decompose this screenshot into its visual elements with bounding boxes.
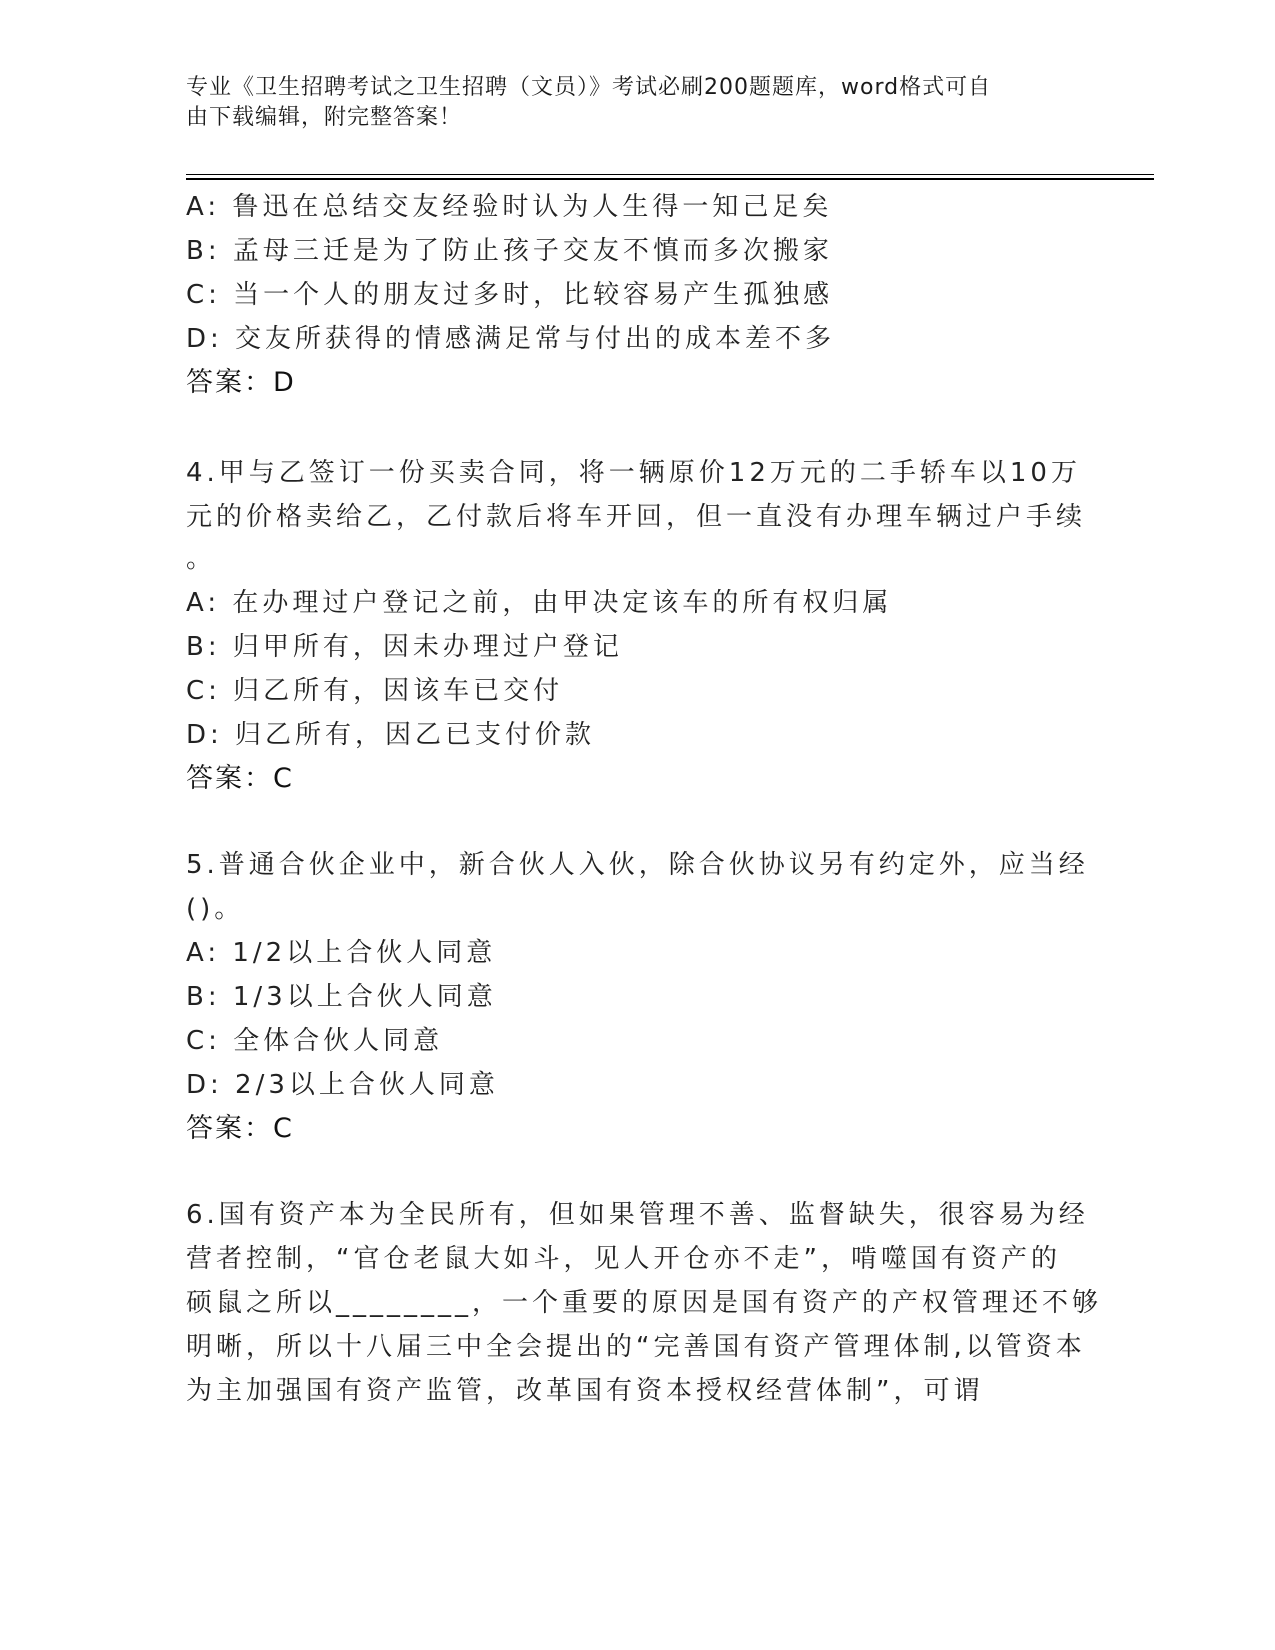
q6-stem-line-3: 硕鼠之所以________，一个重要的原因是国有资产的产权管理还不够 xyxy=(186,1288,1103,1318)
header-rule-thin xyxy=(186,174,1154,175)
q5-stem-line-1: 5.普通合伙企业中，新合伙人入伙，除合伙协议另有约定外，应当经 xyxy=(186,850,1089,880)
q3-option-a: A: 鲁迅在总结交友经验时认为人生得一知己足矣 xyxy=(186,192,833,222)
header-line-1: 专业《卫生招聘考试之卫生招聘（文员）》考试必刷200题题库，word格式可自 xyxy=(186,75,992,100)
q5-option-b: B: 1/3以上合伙人同意 xyxy=(186,982,497,1012)
q4-stem-line-3: 。 xyxy=(186,544,217,574)
q4-answer: 答案：C xyxy=(186,763,294,794)
q5-answer: 答案：C xyxy=(186,1113,294,1144)
q3-option-b: B: 孟母三迁是为了防止孩子交友不慎而多次搬家 xyxy=(186,236,833,266)
q5-option-c: C: 全体合伙人同意 xyxy=(186,1026,444,1056)
q4-option-d: D: 归乙所有，因乙已支付价款 xyxy=(186,720,596,750)
header-rule-thick xyxy=(186,178,1154,180)
q6-stem-line-2: 营者控制，“官仓老鼠大如斗，见人开仓亦不走”，啃噬国有资产的 xyxy=(186,1244,1061,1274)
q6-stem-line-4: 明晰，所以十八届三中全会提出的“完善国有资产管理体制,以管资本 xyxy=(186,1332,1086,1362)
q3-answer: 答案：D xyxy=(186,367,296,398)
q5-stem-line-2: ()。 xyxy=(186,894,245,924)
q4-option-b: B: 归甲所有，因未办理过户登记 xyxy=(186,632,623,662)
document-header xyxy=(186,73,1066,133)
q5-option-a: A: 1/2以上合伙人同意 xyxy=(186,938,497,968)
q5-option-d: D: 2/3以上合伙人同意 xyxy=(186,1070,499,1100)
q6-stem-line-5: 为主加强国有资产监管，改革国有资本授权经营体制”，可谓 xyxy=(186,1376,984,1406)
q3-option-c: C: 当一个人的朋友过多时，比较容易产生孤独感 xyxy=(186,280,834,310)
q4-stem-line-2: 元的价格卖给乙，乙付款后将车开回，但一直没有办理车辆过户手续 xyxy=(186,502,1087,532)
q3-option-d: D: 交友所获得的情感满足常与付出的成本差不多 xyxy=(186,324,836,354)
q4-option-a: A: 在办理过户登记之前，由甲决定该车的所有权归属 xyxy=(186,588,893,618)
header-line-2: 由下载编辑，附完整答案！ xyxy=(186,105,463,130)
q4-stem-line-1: 4.甲与乙签订一份买卖合同，将一辆原价12万元的二手轿车以10万 xyxy=(186,458,1081,488)
q6-stem-line-1: 6.国有资产本为全民所有，但如果管理不善、监督缺失，很容易为经 xyxy=(186,1200,1089,1230)
q4-option-c: C: 归乙所有，因该车已交付 xyxy=(186,676,564,706)
